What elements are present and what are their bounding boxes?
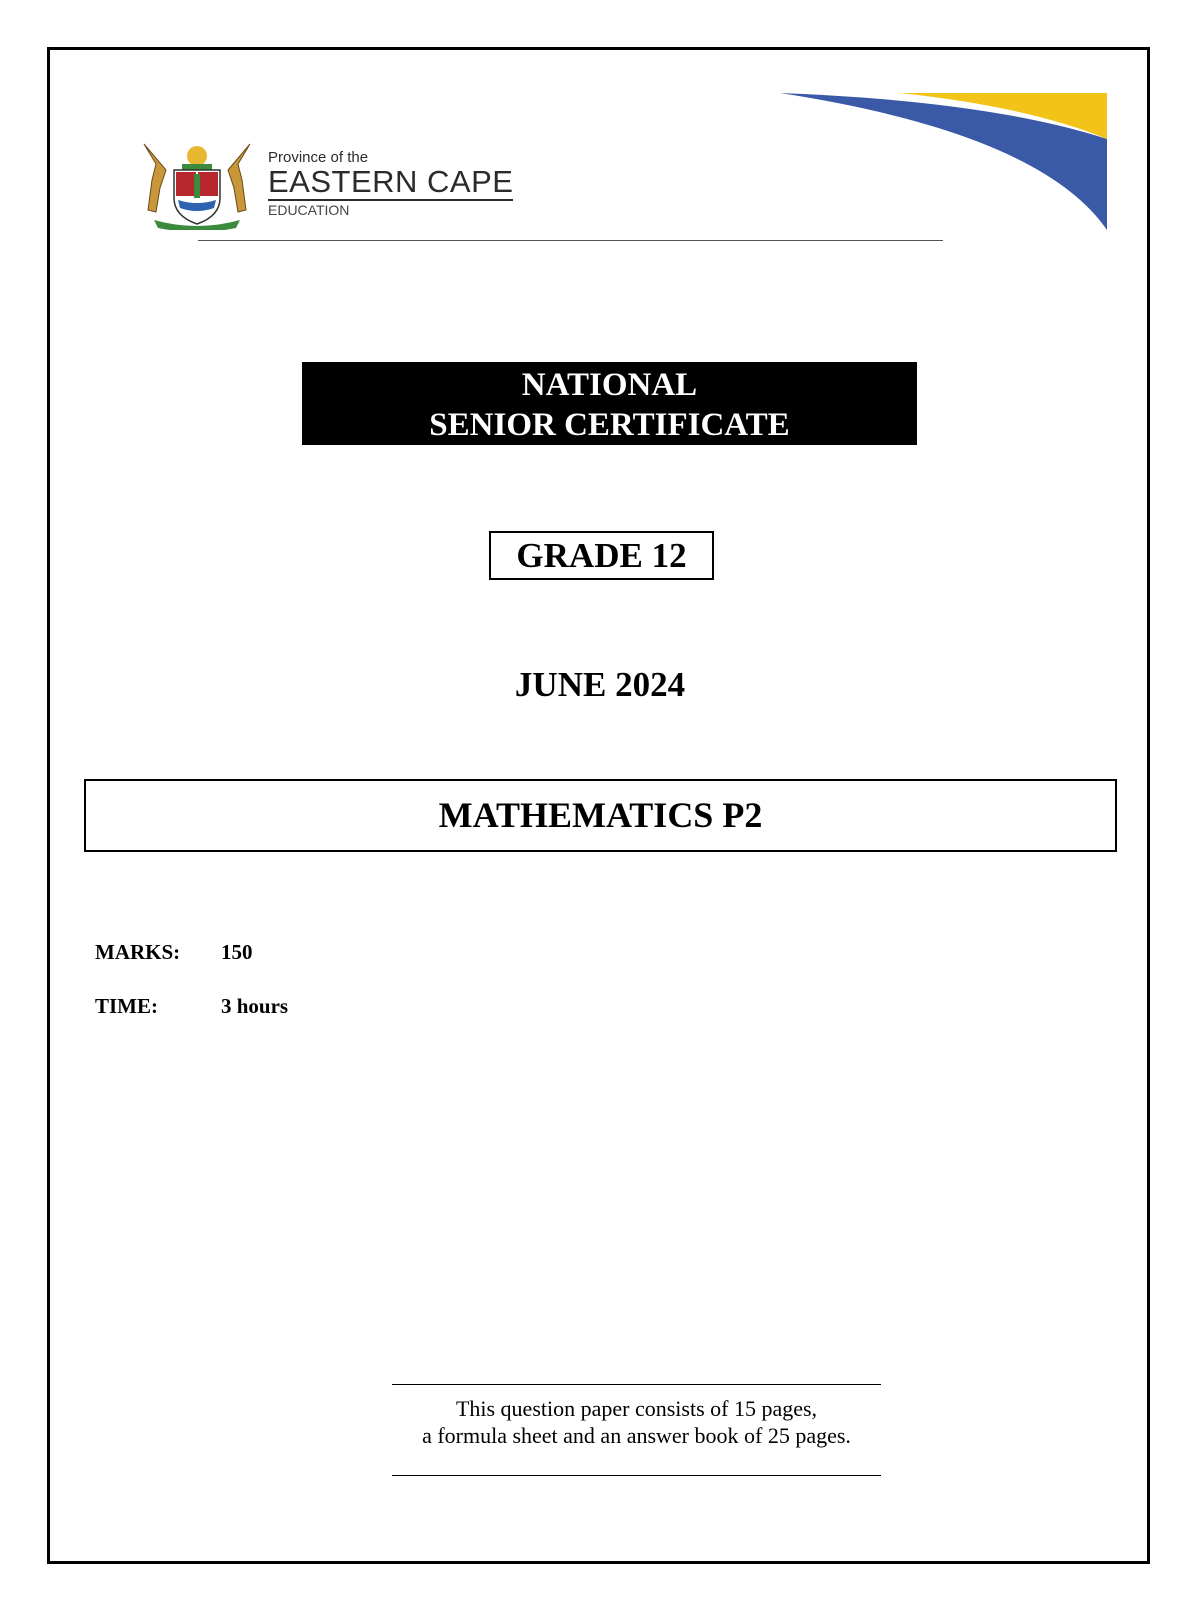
footer-line-2: a formula sheet and an answer book of 25 pages. [422,1423,851,1448]
time-value: 3 hours [221,994,289,1018]
header-divider [198,240,943,241]
logo-name: EASTERN CAPE [268,164,514,199]
certificate-banner [302,362,917,445]
footer-top-rule [392,1384,881,1385]
marks-label: MARKS: [95,940,181,964]
time-label: TIME: [95,994,158,1018]
grade-label: GRADE 12 [489,531,714,580]
coat-of-arms-icon [138,140,256,230]
page-count-note [392,1395,881,1449]
footer-line-1: This question paper consists of 15 pages, [455,1396,818,1421]
logo-wordmark [268,150,513,219]
exam-date: JUNE 2024 [514,665,686,704]
footer-bottom-rule [392,1475,881,1476]
logo-province-line: Province of the [268,149,369,166]
time-row [95,994,288,1018]
swoosh-decoration-icon [780,93,1107,230]
marks-value: 150 [221,940,253,964]
banner-line-2: SENIOR CERTIFICATE [429,407,790,443]
marks-row [95,940,253,964]
logo-department: EDUCATION [268,202,350,218]
subject-title: MATHEMATICS P2 [84,779,1117,852]
banner-line-1: NATIONAL [521,367,698,403]
